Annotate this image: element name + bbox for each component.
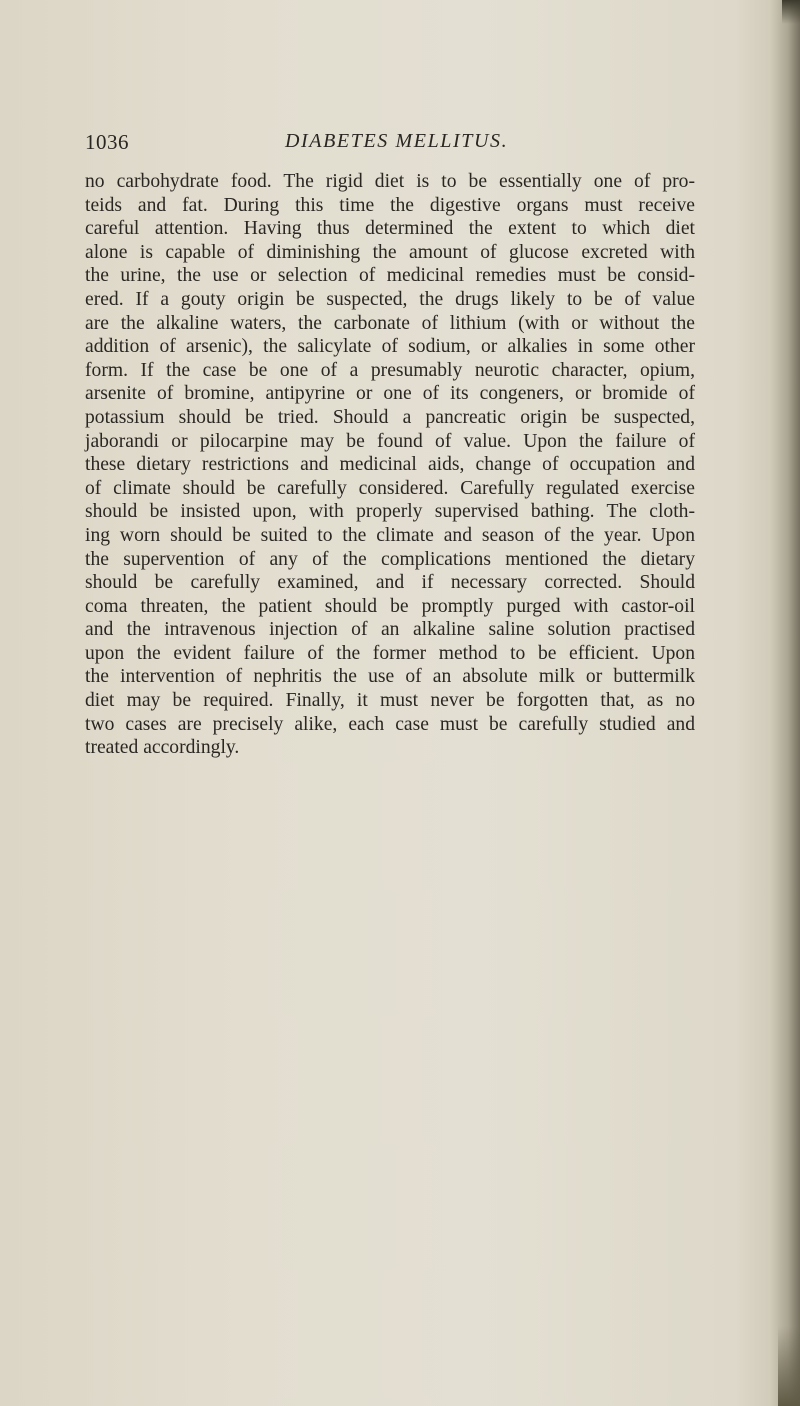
text-line: jaborandi or pilocarpine may be found of value. Upon the failure of	[85, 430, 695, 452]
text-line: form. If the case be one of a presumably neurotic character, opium,	[85, 359, 695, 381]
text-line: careful attention. Having thus determined the extent to which diet	[85, 218, 695, 240]
text-line: the intervention of nephritis the use of an absolute milk or buttermilk	[85, 666, 695, 688]
page-number: 1036	[85, 130, 129, 154]
text-line: treated accordingly.	[85, 737, 240, 759]
running-head: DIABETES MELLITUS.	[285, 130, 509, 152]
text-line: addition of arsenic), the salicylate of sodium, or alkalies in some other	[85, 336, 695, 358]
text-line: are the alkaline waters, the carbonate of lithium (with or without the	[85, 312, 695, 334]
page-header	[85, 130, 685, 160]
text-line: the supervention of any of the complications mentioned the dietary	[85, 548, 695, 570]
text-line: two cases are precisely alike, each case must be carefully studied and	[85, 713, 695, 735]
text-line: alone is capable of diminishing the amount of glucose excreted with	[85, 241, 695, 263]
text-line: teids and fat. During this time the digestive organs must receive	[85, 194, 695, 216]
page-edge-dark-bottom	[778, 1326, 800, 1406]
page-edge-dark-top	[782, 0, 800, 24]
text-line: ered. If a gouty origin be suspected, the drugs likely to be of value	[85, 288, 695, 310]
text-line: of climate should be carefully considered. Carefully regulated exercise	[85, 477, 695, 499]
text-line: should be insisted upon, with properly supervised bathing. The cloth-	[85, 501, 695, 523]
text-line: no carbohydrate food. The rigid diet is to be essentially one of pro-	[85, 171, 695, 192]
text-line: diet may be required. Finally, it must never be forgotten that, as no	[85, 690, 695, 712]
body-paragraph	[85, 170, 695, 760]
text-line: potassium should be tried. Should a pancreatic origin be suspected,	[85, 406, 695, 428]
text-line: these dietary restrictions and medicinal aids, change of occupation and	[85, 454, 695, 476]
text-line: arsenite of bromine, antipyrine or one of its congeners, or bromide of	[85, 383, 695, 405]
text-line: coma threaten, the patient should be promptly purged with castor-oil	[85, 595, 695, 617]
page-edge-shadow	[770, 0, 800, 1406]
text-line: the urine, the use or selection of medicinal remedies must be consid-	[85, 265, 695, 287]
text-line: should be carefully examined, and if necessary corrected. Should	[85, 572, 695, 594]
text-line: upon the evident failure of the former method to be efficient. Upon	[85, 642, 695, 664]
text-line: ing worn should be suited to the climate and season of the year. Upon	[85, 524, 695, 546]
text-line: and the intravenous injection of an alkaline saline solution practised	[85, 619, 695, 641]
